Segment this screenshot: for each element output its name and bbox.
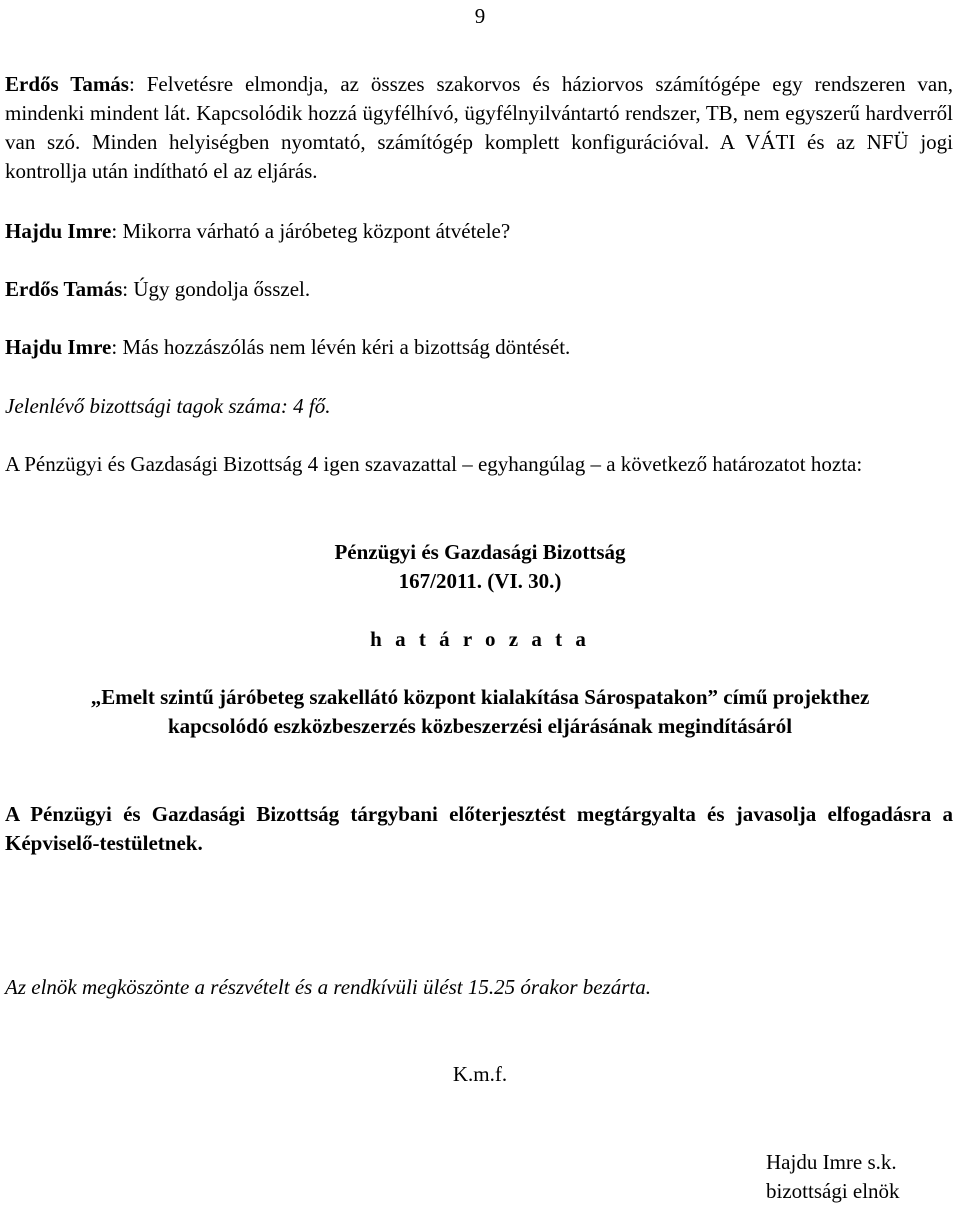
speaker-name: Erdős Tamás — [5, 72, 129, 96]
page-number: 9 — [474, 4, 486, 28]
resolution-body: A Pénzügyi és Gazdasági Bizottság tárgybani előterjesztést megtárgyalta és javasolja elfogadásra a Képviselő-testületnek. — [5, 802, 953, 855]
resolution-subject-line-1: „Emelt szintű járóbeteg szakellátó központ kialakítása Sárospatakon” című projekthez — [90, 685, 870, 709]
resolution-subject-line-2: kapcsolódó eszközbeszerzés közbeszerzési eljárásának megindításáról — [167, 714, 793, 738]
signature-name: Hajdu Imre s.k. — [766, 1150, 897, 1174]
resolution-committee: Pénzügyi és Gazdasági Bizottság — [334, 540, 626, 564]
resolution-label: h a t á r o z a t a — [370, 627, 590, 651]
paragraph-erdos-2 — [5, 275, 953, 304]
paragraph-text: : Más hozzászólás nem lévén kéri a bizottság döntését. — [111, 335, 571, 359]
paragraph-hajdu-1 — [5, 217, 953, 246]
paragraph-erdos-1 — [5, 70, 953, 186]
speaker-name: Erdős Tamás — [5, 277, 123, 301]
attendance-line: Jelenlévő bizottsági tagok száma: 4 fő. — [5, 394, 331, 418]
paragraph-text: : Úgy gondolja ősszel. — [122, 277, 311, 301]
resolution-number: 167/2011. (VI. 30.) — [398, 569, 562, 593]
closing-line: Az elnök megköszönte a részvételt és a rendkívüli ülést 15.25 órakor bezárta. — [5, 975, 652, 999]
signature-title: bizottsági elnök — [766, 1179, 900, 1203]
paragraph-text: : Felvetésre elmondja, az összes szakorvos és háziorvos számítógépe egy rendszeren van, mindenki mindent lát. Kapcsolódik hozzá ügyfélhívó, ügyfélnyilvántartó rendszer, TB, nem egyszerű hardverről van szó. Minden helyiségben nyomtató, számítógép komplett konfigurációval. A VÁTI és az NFÜ jogi kontrollja után indítható el az eljárás. — [5, 72, 954, 183]
signature-block — [766, 1148, 956, 1206]
speaker-name: Hajdu Imre — [5, 335, 112, 359]
paragraph-text: : Mikorra várható a járóbeteg központ átvétele? — [111, 219, 511, 243]
speaker-name: Hajdu Imre — [5, 219, 112, 243]
kmf-label: K.m.f. — [452, 1062, 508, 1086]
paragraph-hajdu-2 — [5, 333, 953, 362]
vote-paragraph: A Pénzügyi és Gazdasági Bizottság 4 igen szavazattal – egyhangúlag – a következő határozatot hozta: — [5, 452, 863, 476]
